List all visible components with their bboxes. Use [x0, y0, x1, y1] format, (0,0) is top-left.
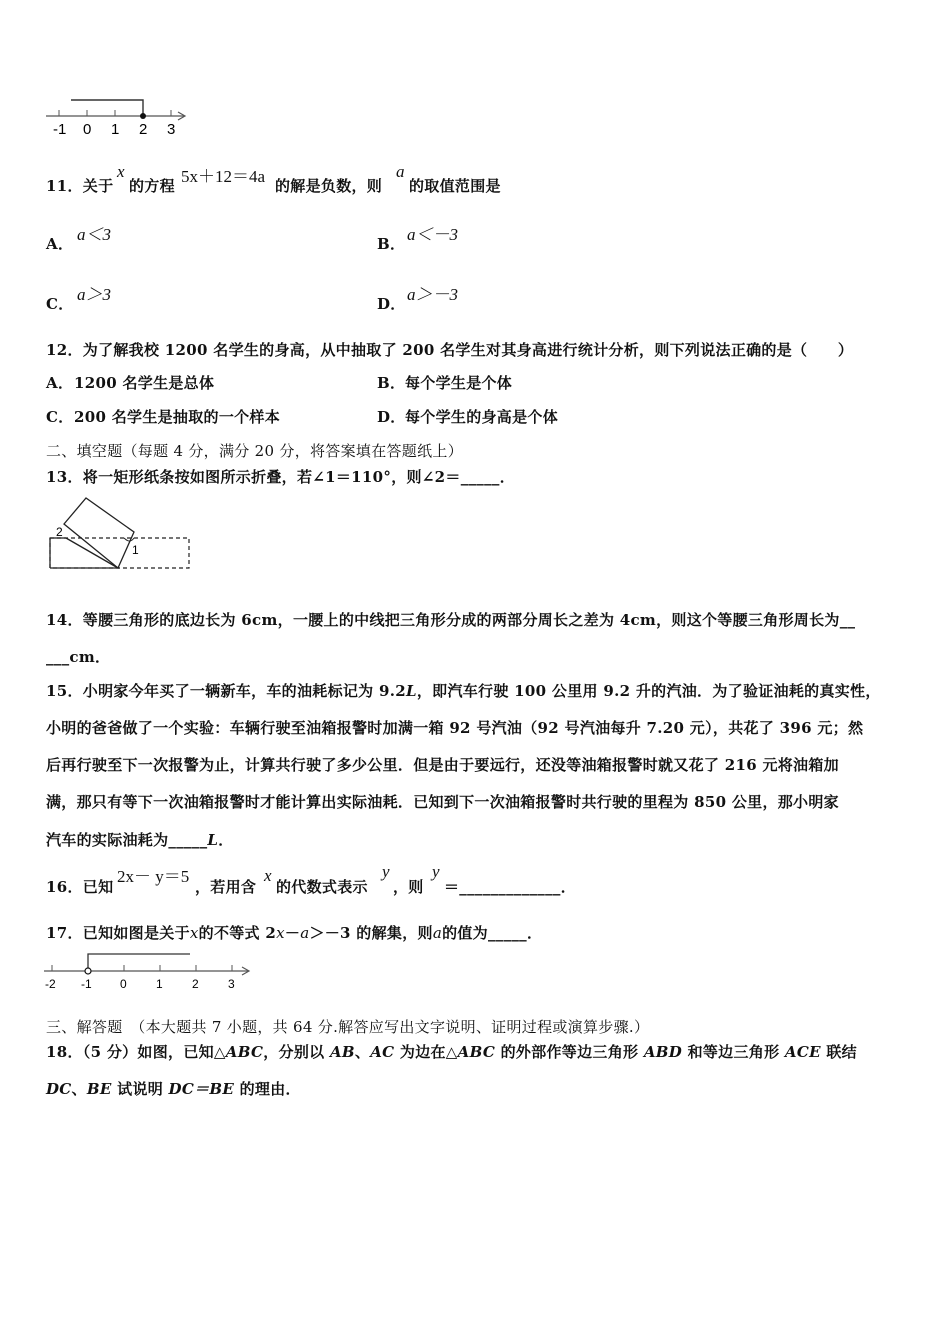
q11-var-x: x	[117, 162, 125, 181]
option-label: A．	[46, 235, 74, 253]
tick-label: 3	[228, 977, 235, 991]
angle-1-label: 1	[132, 543, 139, 557]
q18-line2: DC、BE 试说明 DC＝BE 的理由．	[46, 1080, 301, 1098]
q16-text: ，若用含	[195, 878, 257, 896]
option-text: 200 名学生是抽取的一个样本	[74, 408, 281, 426]
section-heading-3: 三、解答题 （本大题共 7 小题，共 64 分.解答应写出文字说明、证明过程或演算步骤.）	[46, 1018, 650, 1036]
q17-text: 17．已知如图是关于x的不等式 2x－a＞－3 的解集，则a的值为_____．	[46, 924, 543, 942]
folded-strip-figure	[44, 492, 194, 572]
section-heading-2: 二、填空题（每题 4 分，满分 20 分，将答案填在答题纸上）	[46, 442, 464, 460]
tick-label: 2	[139, 121, 148, 138]
q15-line2: 小明的爸爸做了一个实验：车辆行驶至油箱报警时加满一箱 92 号汽油（92 号汽油每升 7.20 元），共花了 396 元；然	[46, 719, 864, 737]
option-label: C．	[46, 295, 74, 313]
tick-label: 1	[156, 977, 163, 991]
q11-text: 11．关于	[46, 177, 114, 195]
q16-text: 16．已知	[46, 878, 114, 896]
tick-label: -2	[45, 977, 56, 991]
q16-equation: 2x－ y＝5	[117, 867, 190, 886]
q13-text: 13．将一矩形纸条按如图所示折叠，若∠1＝110°，则∠2＝_____．	[46, 468, 515, 486]
option-expr: a＞－3	[407, 285, 458, 304]
option-expr: a＜3	[77, 225, 111, 244]
q16-text: ，则	[393, 878, 424, 896]
q16-text: 的代数式表示	[276, 878, 368, 896]
tick-label: 1	[111, 121, 120, 138]
option-text: 每个学生是个体	[405, 374, 513, 392]
q14-line1: 14．等腰三角形的底边长为 6cm，一腰上的中线把三角形分成的两部分周长之差为 4cm，则这个等腰三角形周长为__	[46, 611, 856, 629]
option-label: D．	[377, 295, 406, 313]
q12-stem: 12．为了解我校 1200 名学生的身高，从中抽取了 200 名学生对其身高进行统计分析，则下列说法正确的是（ ）	[46, 341, 854, 359]
option-label: D．	[377, 408, 406, 426]
q16-answer-blank: ＝_____________．	[444, 878, 577, 896]
q18-line1: 18．（5 分）如图，已知△ABC，分别以 AB、AC 为边在△ABC 的外部作等边三角形 ABD 和等边三角形 ACE 联结	[46, 1043, 857, 1061]
tick-label: -1	[53, 121, 67, 138]
tick-label: 0	[120, 977, 127, 991]
option-label: C．	[46, 408, 74, 426]
q15-line3: 后再行驶至下一次报警为止，计算共行驶了多少公里．但是由于要远行，还没等油箱报警时就又花了 216 元将油箱加	[46, 756, 839, 774]
tick-label: 0	[83, 121, 92, 138]
tick-label: 3	[167, 121, 176, 138]
option-label: B．	[377, 374, 406, 392]
option-expr: a＞3	[77, 285, 111, 304]
q15-line5: 汽车的实际油耗为_____L．	[46, 831, 234, 849]
q15-line4: 满，那只有等下一次油箱报警时才能计算出实际油耗．已知到下一次油箱报警时共行驶的里程为 850 公里，那小明家	[46, 793, 839, 811]
q16-var-x: x	[264, 866, 272, 885]
number-line-q17	[40, 948, 260, 994]
q16-var-y: y	[432, 862, 440, 881]
tick-label: 2	[192, 977, 199, 991]
option-label: A．	[46, 374, 74, 392]
option-text: 每个学生的身高是个体	[405, 408, 559, 426]
q11-var-a: a	[396, 162, 405, 181]
angle-2-label: 2	[56, 525, 63, 539]
q15-line1: 15．小明家今年买了一辆新车，车的油耗标记为 9.2L，即汽车行驶 100 公里用 9.2 升的汽油．为了验证油耗的真实性，	[46, 682, 881, 700]
option-text: 1200 名学生是总体	[74, 374, 215, 392]
number-line-top	[40, 92, 200, 140]
q11-equation: 5x＋12＝4a	[181, 167, 266, 186]
tick-label: -1	[81, 977, 92, 991]
q14-line2: ___cm．	[46, 648, 111, 666]
option-expr: a＜－3	[407, 225, 458, 244]
q16-var-y: y	[382, 862, 390, 881]
option-label: B．	[377, 235, 406, 253]
q11-text: 的方程	[129, 177, 175, 195]
q11-text: 的取值范围是	[409, 177, 501, 195]
q11-text: 的解是负数，则	[275, 177, 383, 195]
